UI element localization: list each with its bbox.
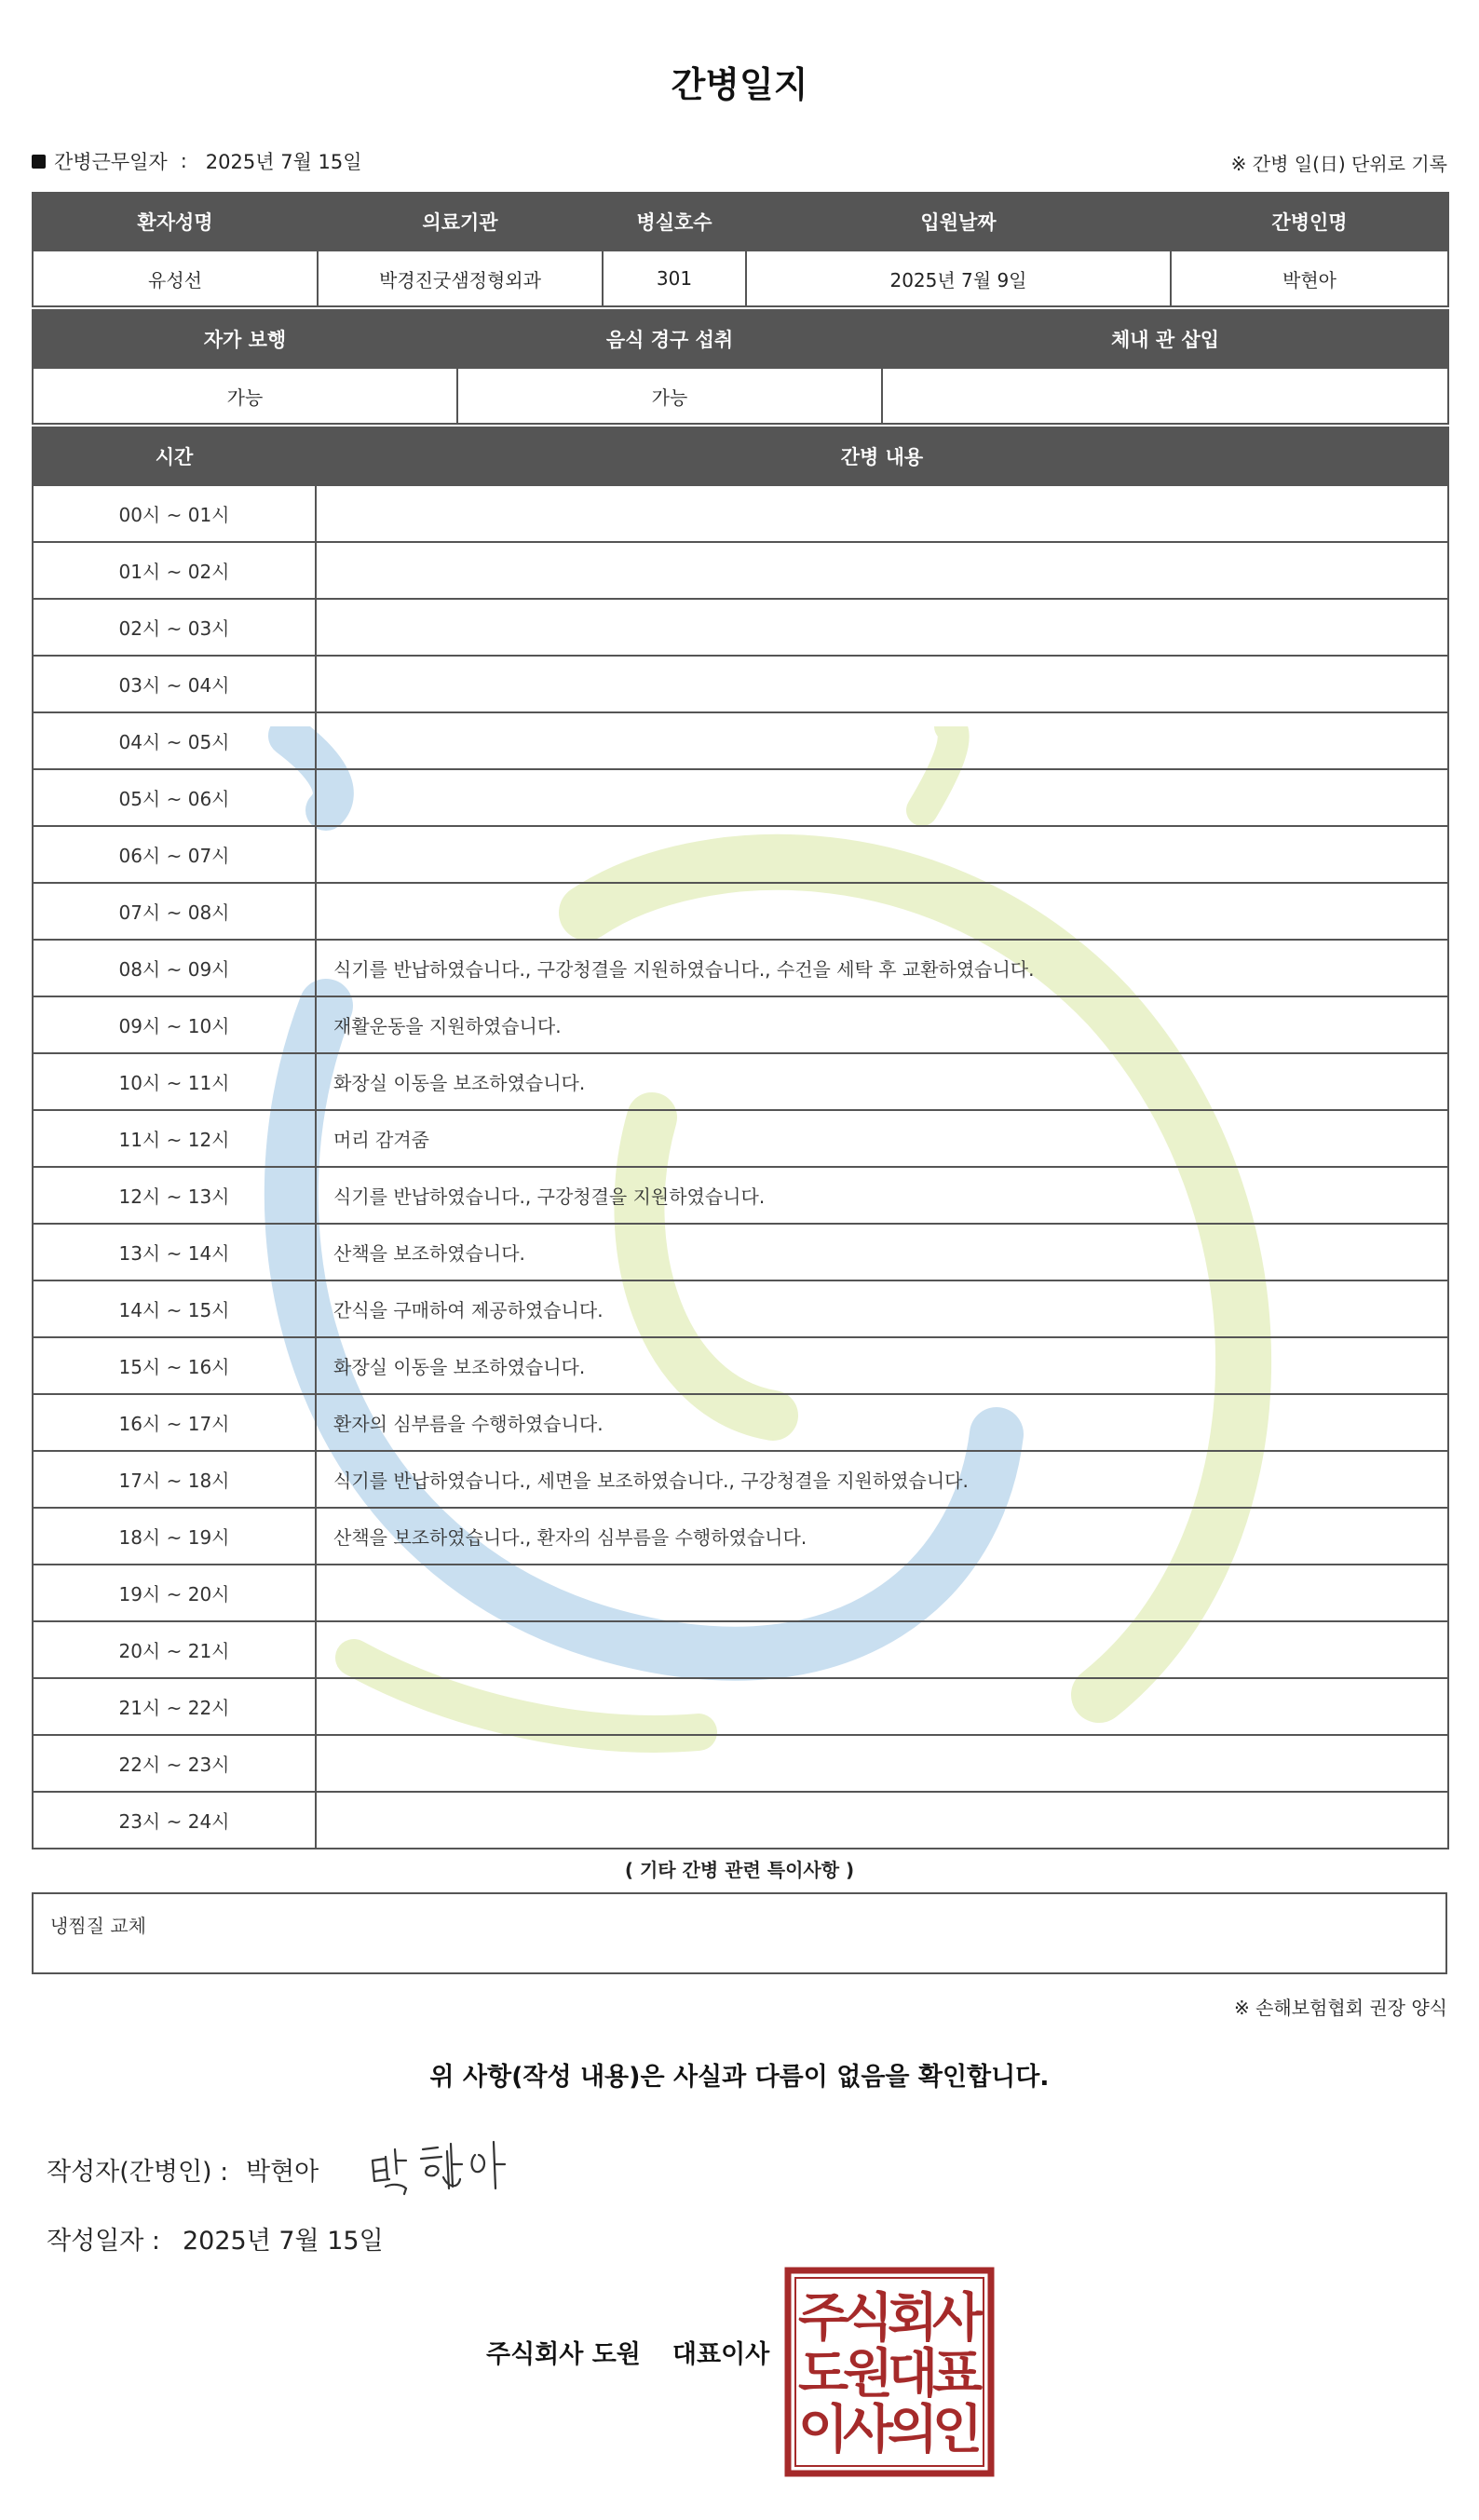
care-log-time: 19시 ~ 20시 <box>33 1565 316 1621</box>
company-seal-stamp <box>784 2267 995 2477</box>
form-footnote: ※ 손해보험협회 권장 양식 <box>1233 1997 1447 2019</box>
care-log-table <box>32 427 1449 1849</box>
care-log-row <box>33 1053 1448 1110</box>
header-time: 시간 <box>33 427 316 485</box>
care-log-row <box>33 996 1448 1053</box>
care-log-row <box>33 712 1448 769</box>
care-log-time: 21시 ~ 22시 <box>33 1678 316 1735</box>
care-log-row <box>33 826 1448 883</box>
care-log-time: 11시 ~ 12시 <box>33 1110 316 1167</box>
care-log-content: 식기를 반납하였습니다., 구강청결을 지원하였습니다. <box>316 1167 1448 1224</box>
writer-label: 작성자(간병인) : <box>47 2158 229 2187</box>
care-log-content <box>316 1678 1448 1735</box>
seal-character: 이 <box>797 2400 849 2460</box>
care-log-time: 05시 ~ 06시 <box>33 769 316 826</box>
care-log-row <box>33 769 1448 826</box>
care-log-content: 화장실 이동을 보조하였습니다. <box>316 1337 1448 1394</box>
seal-character: 원 <box>842 2344 894 2405</box>
care-log-content <box>316 769 1448 826</box>
care-log-row <box>33 940 1448 996</box>
care-log-row <box>33 1621 1448 1678</box>
seal-character: 대 <box>887 2344 939 2405</box>
care-log-content <box>316 1621 1448 1678</box>
room-number-value: 301 <box>603 251 746 306</box>
header-self-walking: 자가 보행 <box>33 310 457 368</box>
bullet-square-icon <box>32 155 46 169</box>
care-log-content <box>316 599 1448 656</box>
written-date-label: 작성일자 : <box>47 2227 161 2256</box>
patient-name-value: 유성선 <box>33 251 318 306</box>
writer-name: 박현아 <box>246 2158 319 2187</box>
care-log-time: 09시 ~ 10시 <box>33 996 316 1053</box>
caregiver-name-value: 박현아 <box>1171 251 1448 306</box>
care-log-content: 식기를 반납하였습니다., 구강청결을 지원하였습니다., 수건을 세탁 후 교환하였습니다. <box>316 940 1448 996</box>
care-log-row <box>33 599 1448 656</box>
care-log-row <box>33 485 1448 542</box>
patient-status-table <box>32 309 1449 425</box>
care-log-time: 08시 ~ 09시 <box>33 940 316 996</box>
self-walking-value: 가능 <box>33 368 457 424</box>
care-log-content: 재활운동을 지원하였습니다. <box>316 996 1448 1053</box>
care-log-row <box>33 1224 1448 1280</box>
care-log-time: 00시 ~ 01시 <box>33 485 316 542</box>
header-oral-intake: 음식 경구 섭취 <box>457 310 882 368</box>
work-date-colon: : <box>180 150 187 172</box>
care-log-time: 07시 ~ 08시 <box>33 883 316 940</box>
care-log-row <box>33 542 1448 599</box>
patient-info-table <box>32 192 1449 307</box>
care-log-content: 식기를 반납하였습니다., 세면을 보조하였습니다., 구강청결을 지원하였습니다. <box>316 1451 1448 1508</box>
care-log-content <box>316 883 1448 940</box>
written-date-row <box>47 2220 384 2256</box>
care-log-content: 머리 감겨줌 <box>316 1110 1448 1167</box>
care-log-time: 14시 ~ 15시 <box>33 1280 316 1337</box>
handwritten-signature <box>365 2133 514 2198</box>
writer-row <box>47 2151 319 2188</box>
care-log-row <box>33 1280 1448 1337</box>
record-note: ※ 간병 일(日) 단위로 기록 <box>1230 153 1447 175</box>
care-log-content: 산책을 보조하였습니다., 환자의 심부름을 수행하였습니다. <box>316 1508 1448 1565</box>
care-log-row <box>33 1678 1448 1735</box>
care-log-time: 12시 ~ 13시 <box>33 1167 316 1224</box>
seal-character: 표 <box>931 2344 984 2405</box>
care-log-content: 화장실 이동을 보조하였습니다. <box>316 1053 1448 1110</box>
care-log-row <box>33 1565 1448 1621</box>
seal-character: 도 <box>797 2344 849 2405</box>
seal-character: 의 <box>887 2400 939 2460</box>
header-tube-insertion: 체내 관 삽입 <box>882 310 1448 368</box>
written-date-value: 2025년 7월 15일 <box>183 2227 384 2256</box>
hospital-value: 박경진굿샘정형외과 <box>318 251 603 306</box>
care-log-time: 22시 ~ 23시 <box>33 1735 316 1792</box>
tube-insertion-value <box>882 368 1448 424</box>
care-log-row <box>33 1508 1448 1565</box>
care-log-row <box>33 1792 1448 1849</box>
care-log-row <box>33 1451 1448 1508</box>
care-log-row <box>33 1110 1448 1167</box>
confirmation-statement: 위 사항(작성 내용)은 사실과 다름이 없음을 확인합니다. <box>429 2063 1050 2092</box>
care-log-row <box>33 656 1448 712</box>
care-log-time: 23시 ~ 24시 <box>33 1792 316 1849</box>
care-log-content: 간식을 구매하여 제공하였습니다. <box>316 1280 1448 1337</box>
notes-content: 냉찜질 교체 <box>50 1915 146 1937</box>
seal-character: 주 <box>797 2288 849 2349</box>
notes-box <box>32 1892 1447 1974</box>
care-log-header-row <box>33 427 1448 485</box>
care-log-content: 환자의 심부름을 수행하였습니다. <box>316 1394 1448 1451</box>
care-log-content <box>316 656 1448 712</box>
care-log-content <box>316 712 1448 769</box>
patient-info-value-row <box>33 251 1448 306</box>
care-log-content: 산책을 보조하였습니다. <box>316 1224 1448 1280</box>
care-log-row <box>33 1735 1448 1792</box>
care-log-time: 02시 ~ 03시 <box>33 599 316 656</box>
care-log-content <box>316 485 1448 542</box>
status-value-row <box>33 368 1448 424</box>
company-signoff <box>486 2334 769 2370</box>
care-log-time: 01시 ~ 02시 <box>33 542 316 599</box>
header-caregiver-name: 간병인명 <box>1171 193 1448 251</box>
care-log-row <box>33 1394 1448 1451</box>
care-log-time: 16시 ~ 17시 <box>33 1394 316 1451</box>
care-log-content <box>316 826 1448 883</box>
header-care-content: 간병 내용 <box>316 427 1448 485</box>
header-hospital: 의료기관 <box>318 193 603 251</box>
care-log-row <box>33 1337 1448 1394</box>
care-log-content <box>316 1735 1448 1792</box>
care-log-time: 10시 ~ 11시 <box>33 1053 316 1110</box>
status-header-row <box>33 310 1448 368</box>
ceo-title: 대표이사 <box>672 2340 770 2369</box>
document-title: 간병일지 <box>671 64 808 105</box>
care-log-content <box>316 542 1448 599</box>
care-log-row <box>33 1167 1448 1224</box>
care-log-content <box>316 1565 1448 1621</box>
header-room-number: 병실호수 <box>603 193 746 251</box>
company-name: 주식회사 도원 <box>486 2340 641 2369</box>
notes-title: ( 기타 간병 관련 특이사항 ) <box>624 1859 855 1881</box>
care-log-content <box>316 1792 1448 1849</box>
patient-info-header-row <box>33 193 1448 251</box>
work-date-value: 2025년 7월 15일 <box>205 151 362 173</box>
header-admission-date: 입원날짜 <box>746 193 1171 251</box>
care-log-time: 04시 ~ 05시 <box>33 712 316 769</box>
care-log-time: 06시 ~ 07시 <box>33 826 316 883</box>
oral-intake-value: 가능 <box>457 368 882 424</box>
seal-character: 사 <box>842 2400 894 2460</box>
care-log-time: 15시 ~ 16시 <box>33 1337 316 1394</box>
seal-character: 사 <box>931 2288 984 2349</box>
care-log-time: 20시 ~ 21시 <box>33 1621 316 1678</box>
header-patient-name: 환자성명 <box>33 193 318 251</box>
seal-character: 식 <box>842 2288 894 2349</box>
seal-character: 인 <box>931 2400 984 2460</box>
seal-character: 회 <box>887 2288 939 2349</box>
admission-date-value: 2025년 7월 9일 <box>746 251 1171 306</box>
care-log-time: 17시 ~ 18시 <box>33 1451 316 1508</box>
care-log-time: 18시 ~ 19시 <box>33 1508 316 1565</box>
care-log-time: 03시 ~ 04시 <box>33 656 316 712</box>
care-log-time: 13시 ~ 14시 <box>33 1224 316 1280</box>
work-date-label: 간병근무일자 <box>54 151 168 173</box>
care-log-row <box>33 883 1448 940</box>
work-date-row <box>32 147 362 175</box>
